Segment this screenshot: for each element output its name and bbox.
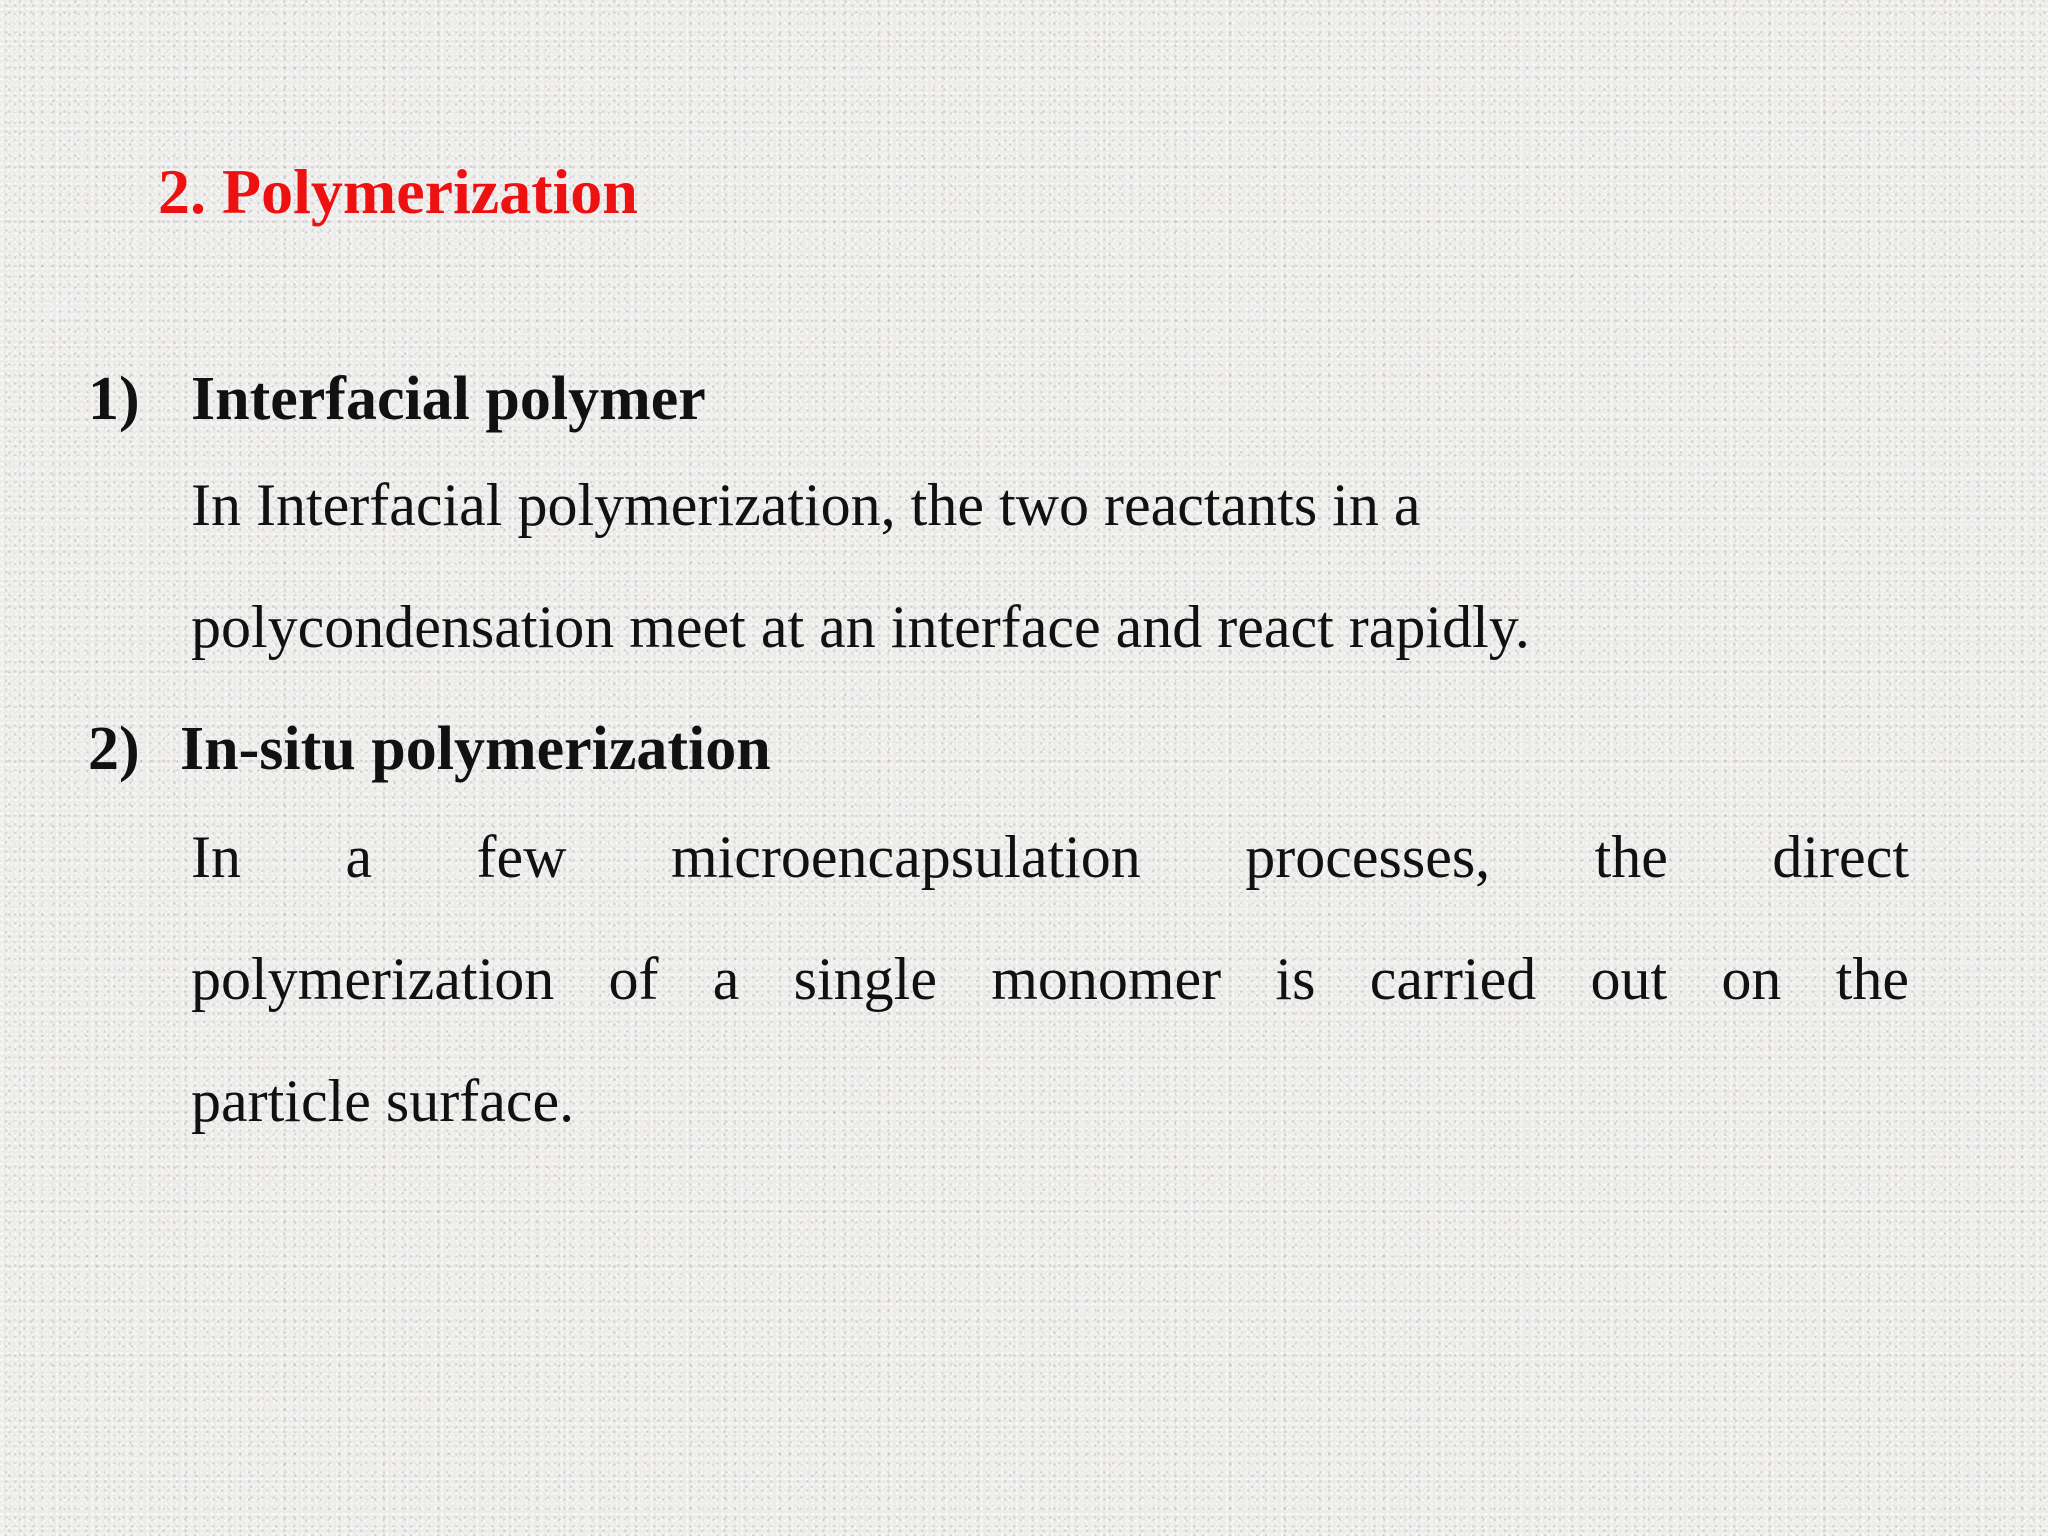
section-heading-interfacial bbox=[88, 365, 706, 433]
body-line: polymerization of a single monomer is carried out on the bbox=[191, 946, 1909, 1012]
section-number: 2) bbox=[88, 715, 140, 783]
section-heading-text: Interfacial polymer bbox=[191, 365, 706, 433]
body-line: particle surface. bbox=[191, 1068, 575, 1134]
slide-number: 34 bbox=[42, 290, 70, 321]
section-body-interfacial bbox=[191, 444, 1751, 688]
body-line: In a few microencapsulation processes, the direct bbox=[191, 824, 1909, 890]
body-line: In Interfacial polymerization, the two reactants in a bbox=[191, 472, 1421, 538]
section-heading-in-situ bbox=[88, 715, 771, 783]
body-line: polycondensation meet at an interface and react rapidly. bbox=[191, 594, 1530, 660]
section-body-in-situ bbox=[191, 796, 1909, 1162]
section-number: 1) bbox=[88, 365, 140, 433]
slide-title: 2. Polymerization bbox=[158, 156, 638, 227]
section-heading-text: In-situ polymerization bbox=[180, 715, 771, 783]
